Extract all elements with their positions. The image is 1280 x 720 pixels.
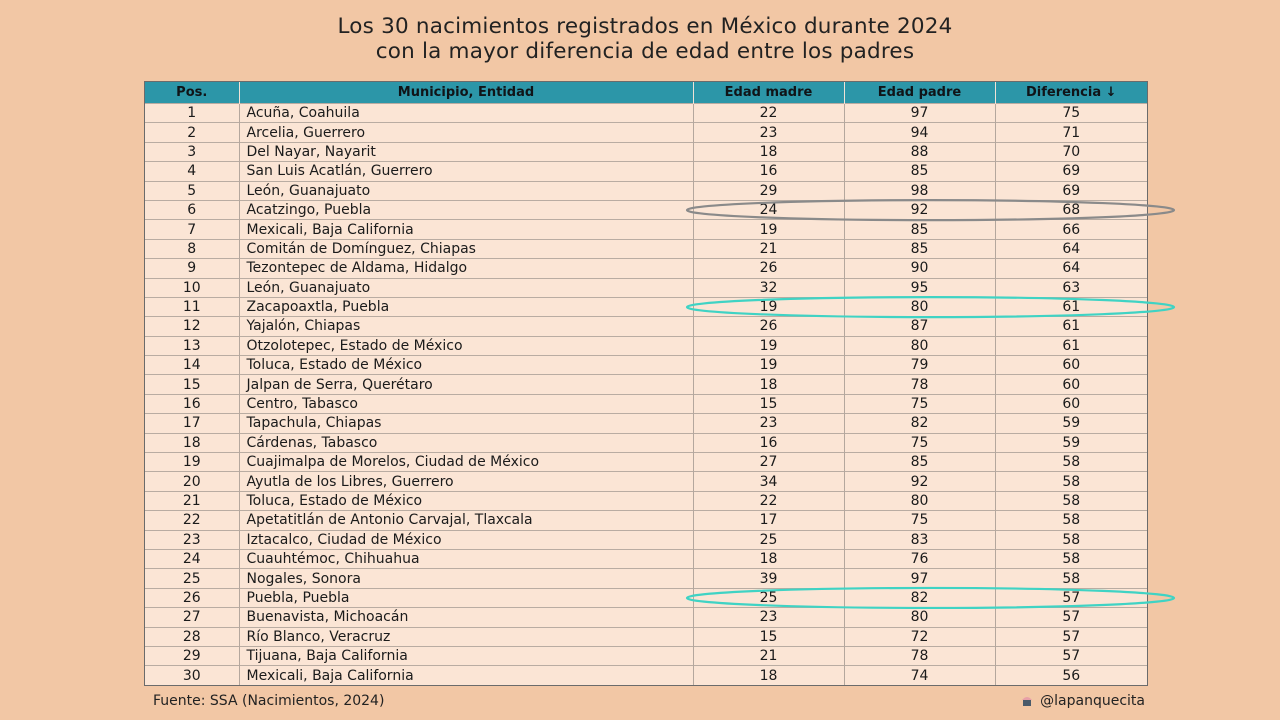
cell-pos: 19	[145, 453, 239, 472]
cell-edad-madre: 25	[693, 588, 844, 607]
table-row	[145, 491, 1147, 510]
cell-edad-madre: 25	[693, 530, 844, 549]
cell-diferencia: 61	[995, 297, 1147, 316]
cell-edad-madre: 15	[693, 394, 844, 413]
cell-diferencia: 60	[995, 375, 1147, 394]
cell-edad-madre: 23	[693, 608, 844, 627]
cell-municipio: Nogales, Sonora	[239, 569, 693, 588]
table-header-row	[145, 82, 1147, 104]
cell-edad-padre: 80	[844, 608, 995, 627]
cell-diferencia: 58	[995, 472, 1147, 491]
cell-diferencia: 69	[995, 162, 1147, 181]
header-edad-madre: Edad madre	[693, 82, 844, 104]
cell-edad-padre: 72	[844, 627, 995, 646]
cell-edad-padre: 92	[844, 472, 995, 491]
cell-pos: 10	[145, 278, 239, 297]
cell-municipio: Tijuana, Baja California	[239, 646, 693, 665]
cell-pos: 25	[145, 569, 239, 588]
cell-diferencia: 57	[995, 608, 1147, 627]
cell-diferencia: 64	[995, 259, 1147, 278]
cell-edad-padre: 87	[844, 317, 995, 336]
cell-edad-madre: 19	[693, 356, 844, 375]
table-row	[145, 200, 1147, 219]
cell-edad-madre: 32	[693, 278, 844, 297]
header-pos: Pos.	[145, 82, 239, 104]
cell-edad-padre: 79	[844, 356, 995, 375]
table-row	[145, 646, 1147, 665]
table-row	[145, 356, 1147, 375]
table-row	[145, 433, 1147, 452]
cupcake-icon	[1020, 694, 1034, 708]
cell-municipio: Ayutla de los Libres, Guerrero	[239, 472, 693, 491]
cell-pos: 6	[145, 200, 239, 219]
cell-edad-madre: 27	[693, 453, 844, 472]
cell-edad-madre: 39	[693, 569, 844, 588]
cell-pos: 27	[145, 608, 239, 627]
cell-municipio: Cuajimalpa de Morelos, Ciudad de México	[239, 453, 693, 472]
cell-diferencia: 60	[995, 356, 1147, 375]
cell-edad-padre: 82	[844, 414, 995, 433]
cell-municipio: Cárdenas, Tabasco	[239, 433, 693, 452]
title-line-2: con la mayor diferencia de edad entre los padres	[375, 39, 915, 64]
cell-pos: 21	[145, 491, 239, 510]
cell-diferencia: 57	[995, 588, 1147, 607]
cell-municipio: Río Blanco, Veracruz	[239, 627, 693, 646]
cell-municipio: Toluca, Estado de México	[239, 356, 693, 375]
cell-edad-madre: 23	[693, 123, 844, 142]
table-row	[145, 181, 1147, 200]
cell-edad-madre: 21	[693, 239, 844, 258]
cell-diferencia: 58	[995, 453, 1147, 472]
cell-edad-madre: 23	[693, 414, 844, 433]
cell-pos: 26	[145, 588, 239, 607]
cell-edad-madre: 29	[693, 181, 844, 200]
table-row	[145, 123, 1147, 142]
cell-edad-padre: 78	[844, 375, 995, 394]
cell-edad-madre: 16	[693, 433, 844, 452]
cell-diferencia: 59	[995, 414, 1147, 433]
source-note: Fuente: SSA (Nacimientos, 2024)	[153, 693, 385, 709]
cell-diferencia: 58	[995, 569, 1147, 588]
cell-edad-madre: 19	[693, 336, 844, 355]
cell-municipio: Acuña, Coahuila	[239, 104, 693, 123]
cell-edad-madre: 26	[693, 317, 844, 336]
table-row	[145, 317, 1147, 336]
cell-municipio: Del Nayar, Nayarit	[239, 142, 693, 161]
table-row	[145, 162, 1147, 181]
table-row	[145, 394, 1147, 413]
cell-diferencia: 61	[995, 317, 1147, 336]
cell-edad-madre: 18	[693, 666, 844, 685]
cell-edad-madre: 18	[693, 142, 844, 161]
cell-diferencia: 58	[995, 491, 1147, 510]
cell-edad-madre: 17	[693, 511, 844, 530]
cell-diferencia: 71	[995, 123, 1147, 142]
cell-diferencia: 63	[995, 278, 1147, 297]
cell-edad-madre: 24	[693, 200, 844, 219]
cell-municipio: Centro, Tabasco	[239, 394, 693, 413]
table-row	[145, 142, 1147, 161]
cell-municipio: Jalpan de Serra, Querétaro	[239, 375, 693, 394]
title-line-1: Los 30 nacimientos registrados en México durante 2024	[337, 14, 953, 39]
cell-edad-madre: 16	[693, 162, 844, 181]
cell-diferencia: 75	[995, 104, 1147, 123]
cell-diferencia: 60	[995, 394, 1147, 413]
cell-edad-padre: 85	[844, 220, 995, 239]
cell-edad-padre: 83	[844, 530, 995, 549]
cell-municipio: Iztacalco, Ciudad de México	[239, 530, 693, 549]
cell-municipio: Tezontepec de Aldama, Hidalgo	[239, 259, 693, 278]
table-row	[145, 259, 1147, 278]
cell-edad-madre: 22	[693, 104, 844, 123]
cell-diferencia: 70	[995, 142, 1147, 161]
cell-edad-padre: 90	[844, 259, 995, 278]
cell-municipio: Acatzingo, Puebla	[239, 200, 693, 219]
header-diferencia: Diferencia ↓	[995, 82, 1147, 104]
cell-diferencia: 68	[995, 200, 1147, 219]
cell-municipio: Yajalón, Chiapas	[239, 317, 693, 336]
cell-diferencia: 58	[995, 530, 1147, 549]
chart-title	[0, 14, 1280, 64]
cell-pos: 20	[145, 472, 239, 491]
cell-municipio: Puebla, Puebla	[239, 588, 693, 607]
cell-pos: 11	[145, 297, 239, 316]
cell-diferencia: 64	[995, 239, 1147, 258]
table-row	[145, 297, 1147, 316]
cell-pos: 24	[145, 549, 239, 568]
cell-edad-madre: 19	[693, 220, 844, 239]
cell-edad-padre: 97	[844, 104, 995, 123]
table-row	[145, 336, 1147, 355]
cell-pos: 8	[145, 239, 239, 258]
cell-municipio: Mexicali, Baja California	[239, 220, 693, 239]
table-row	[145, 608, 1147, 627]
author-credit	[1020, 693, 1145, 709]
cell-municipio: San Luis Acatlán, Guerrero	[239, 162, 693, 181]
cell-edad-padre: 75	[844, 433, 995, 452]
cell-pos: 4	[145, 162, 239, 181]
cell-pos: 12	[145, 317, 239, 336]
cell-edad-padre: 80	[844, 297, 995, 316]
cell-pos: 30	[145, 666, 239, 685]
cell-municipio: Zacapoaxtla, Puebla	[239, 297, 693, 316]
cell-edad-madre: 18	[693, 549, 844, 568]
cell-pos: 29	[145, 646, 239, 665]
author-handle: @lapanquecita	[1040, 693, 1145, 709]
cell-edad-madre: 22	[693, 491, 844, 510]
cell-diferencia: 57	[995, 627, 1147, 646]
cell-municipio: Mexicali, Baja California	[239, 666, 693, 685]
header-municipio: Municipio, Entidad	[239, 82, 693, 104]
cell-pos: 5	[145, 181, 239, 200]
cell-municipio: Cuauhtémoc, Chihuahua	[239, 549, 693, 568]
cell-pos: 18	[145, 433, 239, 452]
cell-pos: 2	[145, 123, 239, 142]
cell-pos: 1	[145, 104, 239, 123]
table-row	[145, 627, 1147, 646]
cell-edad-padre: 92	[844, 200, 995, 219]
cell-edad-padre: 88	[844, 142, 995, 161]
cell-pos: 15	[145, 375, 239, 394]
cell-municipio: Otzolotepec, Estado de México	[239, 336, 693, 355]
cell-edad-madre: 15	[693, 627, 844, 646]
table-body	[145, 104, 1147, 685]
cell-municipio: Buenavista, Michoacán	[239, 608, 693, 627]
cell-municipio: Comitán de Domínguez, Chiapas	[239, 239, 693, 258]
cell-edad-padre: 78	[844, 646, 995, 665]
cell-pos: 17	[145, 414, 239, 433]
table-row	[145, 511, 1147, 530]
cell-municipio: Apetatitlán de Antonio Carvajal, Tlaxcala	[239, 511, 693, 530]
table-row	[145, 414, 1147, 433]
data-table	[144, 81, 1148, 686]
cell-edad-padre: 76	[844, 549, 995, 568]
cell-diferencia: 58	[995, 511, 1147, 530]
cell-municipio: Toluca, Estado de México	[239, 491, 693, 510]
cell-diferencia: 69	[995, 181, 1147, 200]
cell-edad-madre: 19	[693, 297, 844, 316]
cell-pos: 22	[145, 511, 239, 530]
table-row	[145, 549, 1147, 568]
table-row	[145, 666, 1147, 685]
table-row	[145, 239, 1147, 258]
cell-pos: 14	[145, 356, 239, 375]
cell-diferencia: 56	[995, 666, 1147, 685]
cell-edad-padre: 75	[844, 394, 995, 413]
cell-edad-madre: 21	[693, 646, 844, 665]
cell-edad-padre: 94	[844, 123, 995, 142]
cell-pos: 3	[145, 142, 239, 161]
cell-edad-padre: 97	[844, 569, 995, 588]
cell-edad-madre: 26	[693, 259, 844, 278]
cell-edad-madre: 34	[693, 472, 844, 491]
cell-edad-padre: 85	[844, 453, 995, 472]
cell-edad-padre: 85	[844, 162, 995, 181]
cell-edad-padre: 85	[844, 239, 995, 258]
table-row	[145, 569, 1147, 588]
cell-edad-padre: 80	[844, 491, 995, 510]
cell-edad-padre: 75	[844, 511, 995, 530]
cell-diferencia: 57	[995, 646, 1147, 665]
table-row	[145, 472, 1147, 491]
table-row	[145, 220, 1147, 239]
cell-edad-madre: 18	[693, 375, 844, 394]
table-row	[145, 588, 1147, 607]
table-row	[145, 375, 1147, 394]
cell-pos: 9	[145, 259, 239, 278]
header-edad-padre: Edad padre	[844, 82, 995, 104]
table-row	[145, 278, 1147, 297]
cell-pos: 7	[145, 220, 239, 239]
cell-pos: 16	[145, 394, 239, 413]
cell-municipio: León, Guanajuato	[239, 181, 693, 200]
cell-diferencia: 61	[995, 336, 1147, 355]
table-row	[145, 530, 1147, 549]
cell-diferencia: 59	[995, 433, 1147, 452]
cell-pos: 13	[145, 336, 239, 355]
table-row	[145, 104, 1147, 123]
cell-municipio: Tapachula, Chiapas	[239, 414, 693, 433]
cell-diferencia: 66	[995, 220, 1147, 239]
cell-municipio: Arcelia, Guerrero	[239, 123, 693, 142]
cell-pos: 23	[145, 530, 239, 549]
cell-edad-padre: 95	[844, 278, 995, 297]
cell-edad-padre: 98	[844, 181, 995, 200]
cell-pos: 28	[145, 627, 239, 646]
cell-municipio: León, Guanajuato	[239, 278, 693, 297]
table-row	[145, 453, 1147, 472]
cell-edad-padre: 82	[844, 588, 995, 607]
cell-edad-padre: 80	[844, 336, 995, 355]
cell-edad-padre: 74	[844, 666, 995, 685]
cell-diferencia: 58	[995, 549, 1147, 568]
